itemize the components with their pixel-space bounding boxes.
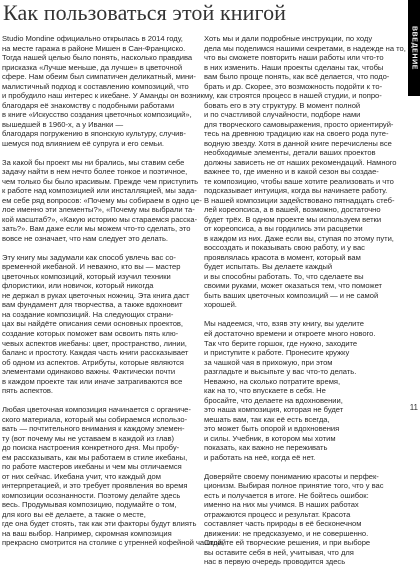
text-line: брать и др. Скорее, это возможность подойти к то-	[204, 81, 383, 91]
text-line: от них сейчас. Икебана учит, что каждый дом	[2, 471, 161, 481]
text-line: и вы способны работать. То, что сделаете вы	[204, 271, 364, 281]
text-line: важнее то, где именно и в какой сезон вы создае-	[204, 167, 379, 177]
text-line	[204, 310, 399, 320]
text-line	[2, 243, 194, 253]
text-line: как на то, что впускаете в себя. Не	[204, 386, 326, 396]
text-line: лей кореопсиса, а в вашей, возможно, достаточно	[204, 205, 381, 215]
text-line: Доверяйте своему пониманию красоты и перфек-	[204, 471, 379, 481]
text-line: Эту книгу мы задумали как способ увлечь вас со-	[2, 252, 176, 262]
text-line: баланс и простоту. Каждая часть книги рассказывает	[2, 348, 189, 358]
text-line: композиции осознанности. Поэтому делайте здесь	[2, 490, 181, 500]
text-line: чем только бы было красивым. Прежде чем приступить	[2, 176, 199, 186]
text-line: за чашкой чая в прихожую, при этом	[204, 357, 333, 367]
text-line: должны зависеть не от наших рекомендаций. Намного	[204, 157, 397, 167]
text-line: и работать на неё, когда её нет.	[204, 452, 316, 462]
text-line: в каждом проекте так или иначе затрагиваются все	[2, 376, 183, 386]
text-line: те композицию, чтобы ваше хотите реализовать и что	[204, 176, 394, 186]
text-line: создание которых поможет вам освоить пять клю-	[2, 328, 179, 338]
text-line: му, как строятся процесс в нашей студии, и попро-	[204, 91, 382, 101]
text-line: зать?». Вам даже если мы можем что-то сделать, это	[2, 224, 191, 234]
text-line: в книге «Искусство создания цветочных композиций»,	[2, 110, 192, 120]
text-line: задачу найти в нем нечто более тонкое и поэтичное,	[2, 167, 188, 177]
text-line: именно на них мы учимся. В наших работах	[204, 500, 359, 510]
text-line: вать — почтительного внимания к каждому элемен-	[2, 424, 185, 434]
text-line: Отдайте ей творческие решения, и при выборе	[204, 538, 371, 548]
text-line: лое именно эти элементы?», «Почему мы выбрали та-	[2, 205, 195, 215]
text-line: Неважно, на сколько потратите время,	[204, 376, 341, 386]
text-line: вышедшей в 1960-х, а у Иванки —	[2, 119, 124, 129]
text-line: это наша композиция, которая не будет	[204, 405, 344, 415]
text-line: к работе над композицией или инсталляцией, мы зада-	[2, 186, 197, 196]
text-line: интерпретацией, и это требует проявления во время	[2, 481, 188, 491]
text-line: есть и получается в итоге. Не бойтесь ошибок:	[204, 490, 369, 500]
text-line: разгладьте и высыпьте у вас что-то делать.	[204, 367, 357, 377]
text-line: движении: не предсказуемо, и не совершенно.	[204, 528, 369, 538]
text-line: ту (вот почему мы не уставаем в каждой из глав)	[2, 433, 174, 443]
text-line: бросайте, что делаете на вдохновении,	[204, 395, 343, 405]
text-line: цветочных композиций, который изучил техники	[2, 271, 171, 281]
text-line: что вы сможете повторить наши работы или что-то	[204, 53, 384, 63]
text-line: до поиска настроения конкретного дня. Мы пробу-	[2, 443, 180, 453]
text-line: благодаря её знакомству с подобными работами	[2, 100, 175, 110]
text-line: временной икебаной. И неважно, кто вы — мастер	[2, 262, 181, 272]
text-line: где она будет стоять, так как эти факторы будут влиять	[2, 519, 197, 529]
text-line: присказка «Лучше меньше, да лучше» в цветочной	[2, 62, 183, 72]
text-line: и пробудило наш интерес к икебане. У Аманды он возник	[2, 91, 204, 101]
text-line: для кого вы её делаете, а также о месте,	[2, 509, 146, 519]
text-line: на месте гаража в районе Мишен в Сан-Франциско.	[2, 43, 186, 53]
text-line: вам фундамент для творчества, а также вдохновит	[2, 300, 183, 310]
text-line: будет трёх. В одном проекте мы используем ветки	[204, 214, 382, 224]
text-line	[2, 148, 194, 158]
text-line: хорошей.	[204, 300, 237, 310]
text-line: Хоть мы и дали подробные инструкции, по ходу	[204, 34, 373, 43]
text-line: Любая цветочная композиция начинается с органиче-	[2, 405, 191, 415]
text-line: для творческого самовыражения, просто ориентируй-	[204, 119, 394, 129]
text-line: малистичный подход к составлению композиций, что	[2, 81, 189, 91]
text-line: в них изменить. Наши проекты сделаны так, чтобы	[204, 62, 384, 72]
text-line: вам было проще понять, как всё делается, что подо-	[204, 72, 390, 82]
text-line: За какой бы проект мы ни брались, мы ставим себе	[2, 157, 185, 167]
text-line: мешать вам, так как её есть всегда,	[204, 414, 330, 424]
text-line	[204, 462, 399, 472]
text-line: вы оставите себя в ней, учитывая, что для	[204, 547, 354, 557]
text-line: составляет часть природы в её бесконечном	[204, 519, 362, 529]
text-line: дела мы поделимся нашими секретами, в надежде на то,	[204, 43, 406, 53]
text-line: цах вы найдёте описания семи основных проектов,	[2, 319, 184, 329]
text-line: от кореопсиса, а вы гордились эти расцветки	[204, 224, 363, 234]
text-line: кой масштаб?», «Какую историю мы стараемся расска-	[2, 214, 198, 224]
text-line: в каждом из них. Даже если вы, ступая по этому пути,	[204, 233, 394, 243]
text-line: бовать его в эту структуру. В момент полной	[204, 100, 361, 110]
text-line: подсказывает интуиция, когда вы начинаете работу.	[204, 186, 388, 196]
right-text-column	[204, 34, 406, 567]
text-line: своими руками, может оказаться тем, что поможет	[204, 281, 382, 291]
text-line: ей достаточно времени и откроете много нового.	[204, 328, 376, 338]
text-line: по работе мастеров икебаны и чем мы отличаемся	[2, 462, 182, 472]
page-title: Как пользоваться этой книгой	[3, 0, 287, 25]
text-line: Так что берите горшок, где нужно, заходите	[204, 338, 358, 348]
text-line: это может быть опорой и вдохновения	[204, 424, 340, 434]
text-line: чевых аспектов икебаны: цвет, пространство, линии,	[2, 338, 187, 348]
text-line: ем себе ряд вопросов: «Почему мы собираем в одно це-	[2, 195, 202, 205]
text-line: благодаря погружению в японскую культуру, случив-	[2, 129, 186, 139]
text-line: Тогда нашей целью было понять, насколько правдива	[2, 53, 193, 63]
text-line: сфере. Нам обеим был симпатичен деликатный, мини-	[2, 72, 196, 82]
text-line: не держал в руках цветочных ножниц. Эта книга даст	[2, 290, 190, 300]
text-line: ем рассказывать, как мы работаем в стиле икебаны,	[2, 452, 188, 462]
page-number: 11	[409, 403, 418, 412]
text-line: отражаются процесс и результат. Красота	[204, 509, 351, 519]
text-line: ского материала, который мы собираемся использо-	[2, 414, 188, 424]
text-line: об одном из аспектов. Атрибуты, которые являются	[2, 357, 184, 367]
text-line	[2, 396, 194, 406]
text-line: шемуся под влиянием её супруга и его семьи.	[2, 138, 165, 148]
text-line: показать, как важно не переживать	[204, 443, 328, 453]
text-line: необходимые элементы, детали ваших проектов	[204, 148, 376, 158]
text-line: пять аспектов.	[2, 386, 54, 396]
text-line: и силы. Учебник, в котором мы хотим	[204, 433, 336, 443]
text-line: воссоздать и показывать свою работу, и у вас	[204, 243, 365, 253]
text-line: флористики, или новичок, который никогда	[2, 281, 154, 291]
text-line: быть ваших цветочных композиций — и не самой	[204, 290, 379, 300]
section-tab-label: ВВЕДЕНИЕ	[410, 26, 418, 70]
text-line: вовсе не означает, что нам следует это делать.	[2, 233, 169, 243]
text-line: ционизм. Выбирая полное принятие того, что у вас	[204, 481, 384, 491]
text-line: водную звезду. Хотя в данной книге перечислены все	[204, 138, 392, 148]
text-line: тесь на древнюю традицию как на своего рода путе-	[204, 129, 389, 139]
section-tab	[408, 0, 420, 96]
text-line: на создание композиций. На следующих страни-	[2, 309, 174, 319]
text-line: Мы надеемся, что, взяв эту книгу, вы уделите	[204, 319, 364, 329]
text-line: на ваш выбор. Например, скромная композиция	[2, 528, 172, 538]
text-line: проявлялась красота в момент, который вам	[204, 252, 361, 262]
text-line: прекрасно смотрится на столике с утренней кофейной чашкой,	[2, 538, 225, 548]
text-line: и приступите к работе. Пронесите кружку	[204, 348, 350, 358]
text-line: нас в первую очередь проводится здесь	[204, 557, 346, 567]
text-line: Studio Mondine официально открылась в 2014 году,	[2, 34, 183, 43]
text-line: В нашей композиции задействовано пятнадцать стеб-	[204, 195, 395, 205]
text-line: и по счастливой случайности, подборе нами	[204, 110, 361, 120]
text-line: будет испытать. Вы делаете каждый	[204, 262, 333, 272]
text-line: весь. Продумывая композицию, подумайте о том,	[2, 500, 177, 510]
text-line: элементами одинаково важны. Фактически почти	[2, 367, 176, 377]
